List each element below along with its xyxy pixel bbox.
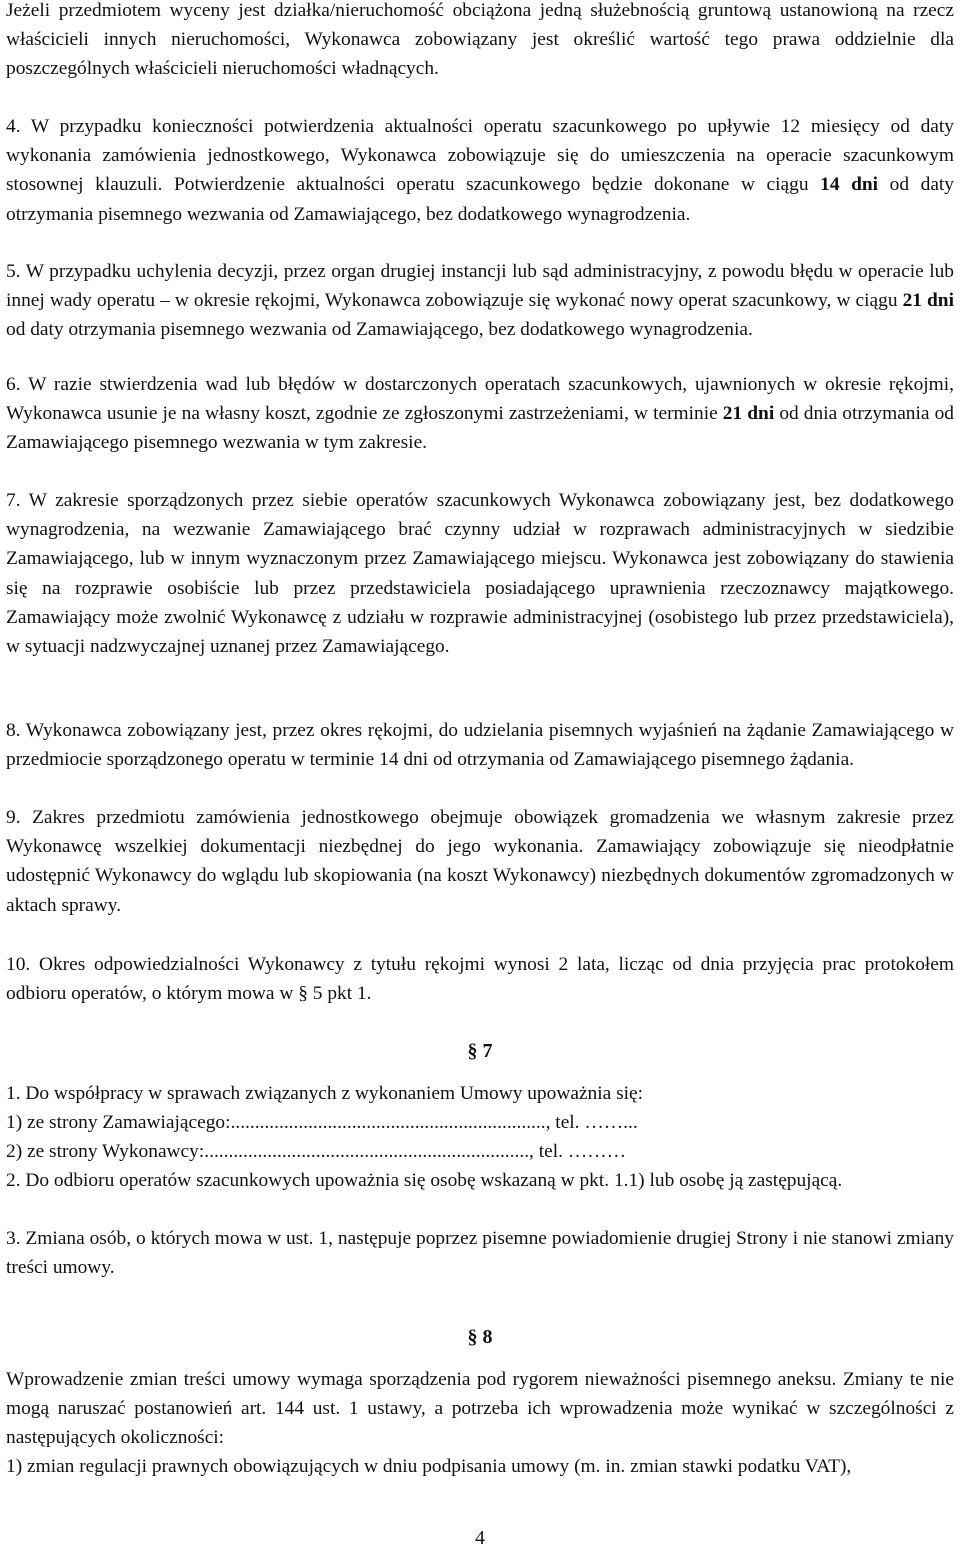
- intro-paragraph: Jeżeli przedmiotem wyceny jest działka/nieruchomość obciążona jedną służebnością gruntową ustanowioną na rzecz właścicieli innych nieruchomości, Wykonawca zobowiązany jest określić wartość tego prawa oddzielnie dla poszczególnych właścicieli nieruchomości władnących.: [6, 0, 954, 80]
- paragraph-10: 10. Okres odpowiedzialności Wykonawcy z tytułu rękojmi wynosi 2 lata, licząc od dnia przyjęcia prac protokołem odbioru operatów, o którym mowa w § 5 pkt 1.: [6, 954, 954, 1005]
- paragraph-5-text-a: 5. W przypadku uchylenia decyzji, przez organ drugiej instancji lub sąd administracyjny, z powodu błędu w operacie lub innej wady operatu – w okresie rękojmi, Wykonawca zobowiązuje się wykonać nowy operat szacunkowy, w ciągu: [6, 261, 954, 312]
- paragraph-4: [6, 112, 954, 229]
- paragraph-5-deadline: 21 dni: [902, 290, 954, 312]
- paragraph-7: 7. W zakresie sporządzonych przez siebie operatów szacunkowych Wykonawca zobowiązany jest, bez dodatkowego wynagrodzenia, na wezwanie Zamawiającego brać czynny udział w rozprawach administracyjnych w siedzibie Zamawiającego, lub w innym wyznaczonym przez Zamawiającego miejscu. Wykonawca jest zobowiązany do stawienia się na rozprawie osobiście lub przez przedstawiciela posiadającego uprawnienia rzeczoznawcy majątkowego. Zamawiający może zwolnić Wykonawcę z udziału w rozprawie administracyjnej (osobistego lub przez przedstawiciela), w sytuacji nadzwyczajnej uznanej przez Zamawiającego.: [6, 490, 954, 658]
- paragraph-4-text-b: od daty otrzymania pisemnego wezwania od Zamawiającego, bez dodatkowego wynagrodzenia.: [6, 174, 955, 225]
- section-7-item-1-2: 2) ze strony Wykonawcy:..................................................................., tel. ………: [6, 1141, 626, 1162]
- section-8-heading: § 8: [467, 1326, 493, 1348]
- paragraph-9: 9. Zakres przedmiotu zamówienia jednostkowego obejmuje obowiązek gromadzenia we własnym zakresie przez Wykonawcę wszelkiej dokumentacji niezbędnej do jego wykonania. Zamawiający zobowiązuje się nieodpłatnie udostępnić Wykonawcy do wglądu lub skopiowania (na koszt Wykonawcy) niezbędnych dokumentów zgromadzonych w aktach sprawy.: [6, 807, 954, 916]
- paragraph-6-text-a: 6. W razie stwierdzenia wad lub błędów w dostarczonych operatach szacunkowych, ujawnionych w okresie rękojmi, Wykonawca usunie je na własny koszt, zgodnie ze zgłoszonymi zastrzeżeniami, w terminie: [6, 374, 954, 425]
- page-number: 4: [475, 1527, 485, 1549]
- paragraph-6-text-b: od dnia otrzymania od Zamawiającego pisemnego wezwania w tym zakresie.: [6, 403, 954, 454]
- paragraph-4-text-a: 4. W przypadku konieczności potwierdzenia aktualności operatu szacunkowego po upływie 12 miesięcy od daty wykonania zamówienia jednostkowego, Wykonawca zobowiązuje się do umieszczenia na operacie szacunkowym stosownej klauzuli. Potwierdzenie aktualności operatu szacunkowego będzie dokonane w ciągu: [6, 116, 954, 196]
- section-7-heading: § 7: [467, 1040, 493, 1062]
- paragraph-6-deadline: 21 dni: [722, 403, 775, 425]
- section-7-item-3: 3. Zmiana osób, o których mowa w ust. 1, następuje poprzez pisemne powiadomienie drugiej Strony i nie stanowi zmiany treści umowy.: [6, 1228, 954, 1279]
- section-8-paragraph: Wprowadzenie zmian treści umowy wymaga sporządzenia pod rygorem nieważności pisemnego aneksu. Zmiany te nie mogą naruszać postanowień art. 144 ust. 1 ustawy, a potrzeba ich wprowadzenia może wynikać w szczególności z następujących okoliczności:: [6, 1369, 954, 1449]
- section-7-item-2: 2. Do odbioru operatów szacunkowych upoważnia się osobę wskazaną w pkt. 1.1) lub osobę ją zastępującą.: [6, 1170, 843, 1191]
- section-7-item-1-1: 1) ze strony Zamawiającego:................................................................., tel. ……...: [6, 1112, 638, 1133]
- paragraph-5: [6, 257, 954, 345]
- section-7-item-1: 1. Do współpracy w sprawach związanych z wykonaniem Umowy upoważnia się:: [6, 1083, 644, 1104]
- paragraph-6: [6, 370, 954, 458]
- section-8-item-1: 1) zmian regulacji prawnych obowiązujących w dniu podpisania umowy (m. in. zmian stawki podatku VAT),: [6, 1456, 852, 1477]
- paragraph-5-text-b: od daty otrzymania pisemnego wezwania od Zamawiającego, bez dodatkowego wynagrodzenia.: [6, 319, 753, 341]
- paragraph-8: 8. Wykonawca zobowiązany jest, przez okres rękojmi, do udzielania pisemnych wyjaśnień na żądanie Zamawiającego w przedmiocie sporządzonego operatu w terminie 14 dni od otrzymania od Zamawiającego pisemnego żądania.: [6, 720, 954, 771]
- paragraph-4-deadline: 14 dni: [820, 174, 879, 196]
